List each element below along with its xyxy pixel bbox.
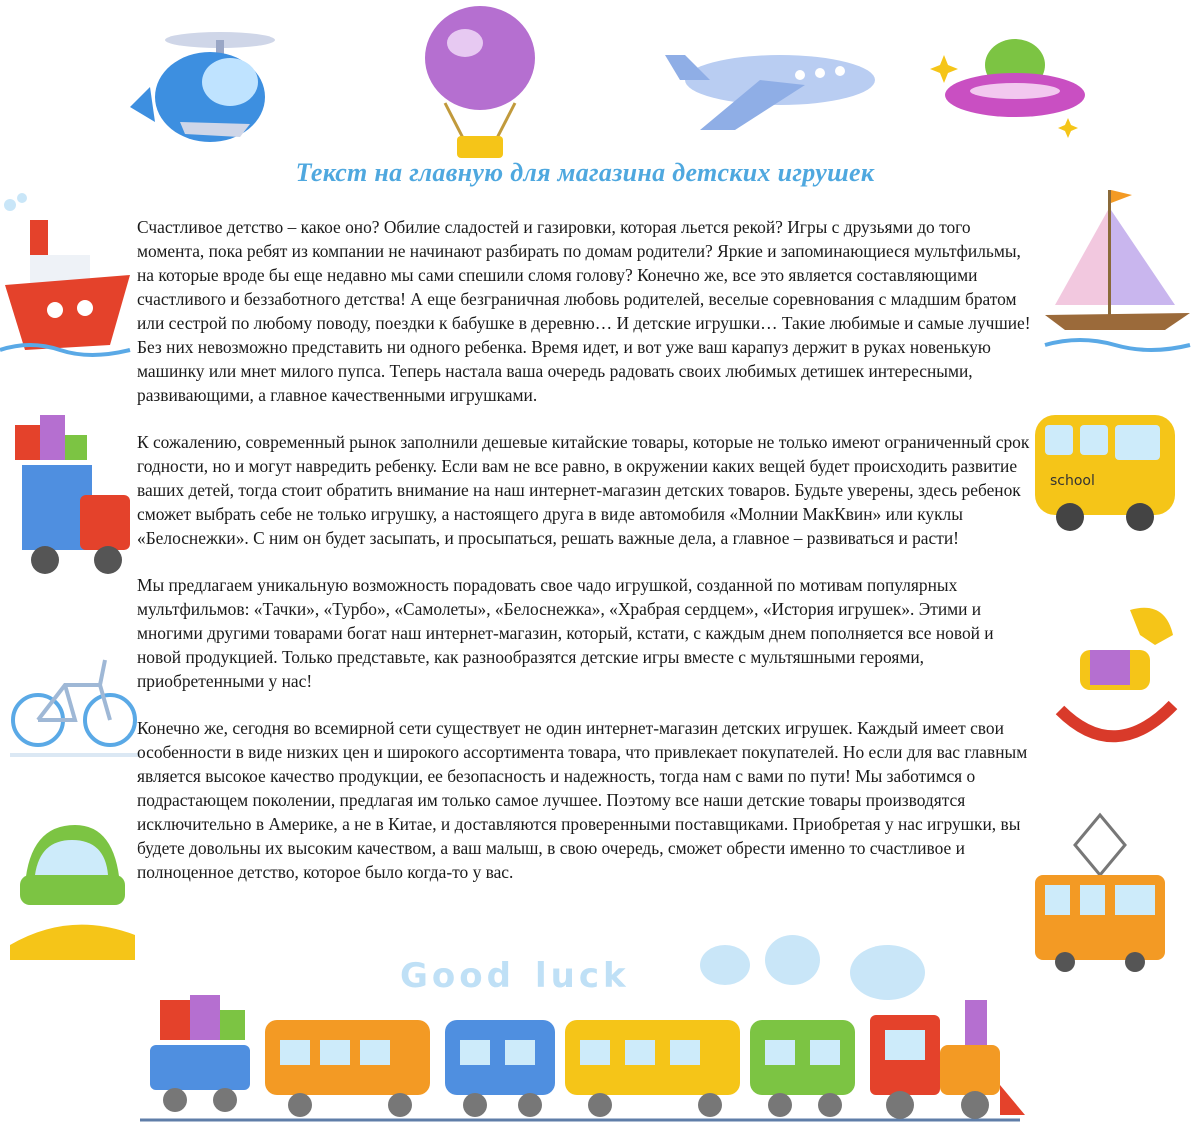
ufo-icon bbox=[920, 15, 1090, 145]
page-title: Текст на главную для магазина детских игрушек bbox=[295, 158, 875, 187]
green-car-icon bbox=[10, 815, 135, 960]
hot-air-balloon-icon bbox=[415, 3, 545, 165]
bicycle-icon bbox=[10, 645, 140, 765]
rocking-horse-icon bbox=[1055, 590, 1180, 760]
gift-truck-icon bbox=[10, 405, 135, 585]
good-luck-word: Good bbox=[400, 956, 515, 996]
cloud-decoration bbox=[765, 935, 820, 985]
paragraph: Счастливое детство – какое оно? Обилие сладостей и газировки, которая льется рекой? Игры с друзьями до того момента, пока ребят из компании не начинают разбирать по домам родители? Яркие и запоминающиеся мультфильмы, на которые вроде бы еще недавно мы сами спешили сломя голову? Конечно же, все это является составляющими счастливого и беззаботного детства! А еще безграничная любовь родителей, веселые соревнования с младшим братом или сестрой по любому поводу, поездки к бабушке в деревню… И детские игрушки… Такие любимые и самые лучшие! Без них невозможно представить ни одного ребенка. Время идет, и вот уже ваш карапуз держит в руках новенькую машинку или мнет милого пупса. Теперь настала ваша очередь радовать своих любимых детишек интересными, развивающими, а главное качественными игрушками. bbox=[137, 217, 1031, 405]
airplane-icon bbox=[640, 25, 880, 135]
article-body bbox=[137, 215, 1037, 907]
toy-train-icon bbox=[130, 990, 1030, 1130]
bus-label: school bbox=[1050, 473, 1095, 489]
school-bus-icon bbox=[1030, 405, 1180, 545]
sailboat-icon bbox=[1040, 185, 1195, 355]
good-luck-word: luck bbox=[534, 956, 630, 996]
paragraph: Мы предлагаем уникальную возможность порадовать свое чадо игрушкой, созданной по мотивам популярных мультфильмов: «Тачки», «Турбо», «Самолеты», «Белоснежка», «Храбрая сердцем», «История игрушек». Этими и многими другими товарами богат наш интернет-магазин, который, кстати, с каждым днем пополняется все новой и новой продукцией. Только представьте, как разнообразятся детские игры вместе с мультяшными героями, приобретенными у нас! bbox=[137, 575, 994, 691]
paragraph: К сожалению, современный рынок заполнили дешевые китайские товары, которые не только имеют ограниченный срок годности, но и могут навредить ребенку. Если вам не все равно, в окружении каких вещей будет происходить развитие ваших детей, тогда стоит обратить внимание на наш интернет-магазин детских товаров. Будьте уверены, здесь ребенок сможет выбрать себе не только игрушку, а настоящего друга в виде автомобиля «Молнии МакКвин» или куклы «Белоснежки». С ним он будет засыпать, и просыпаться, решать важные дела, а главное – развиваться и расти! bbox=[137, 432, 1030, 548]
helicopter-icon bbox=[130, 12, 280, 152]
steamboat-icon bbox=[0, 190, 135, 360]
tram-icon bbox=[1025, 810, 1175, 980]
paragraph: Конечно же, сегодня во всемирной сети существует не один интернет-магазин детских игрушек. Каждый имеет свои особенности в виде низких цен и широкого ассортимента товара, что привлекает покупателей. Но если для вас главным является высокое качество продукции, ее безопасность и надежность, тогда нам с вами по пути! Мы заботимся о подрастающем поколении, предлагая им только самое лучшее. Поэтому все наши детские товары производятся исключительно в Америке, а не в Китае, и доставляются проверенными поставщиками. Приобретая у нас игрушки, вы будете довольны их высоким качеством, а ваш малыш, в свою очередь, сможет обрести именно то счастливое и полноценное детство, которое было когда-то у вас. bbox=[137, 718, 1028, 882]
cloud-decoration bbox=[700, 945, 750, 985]
